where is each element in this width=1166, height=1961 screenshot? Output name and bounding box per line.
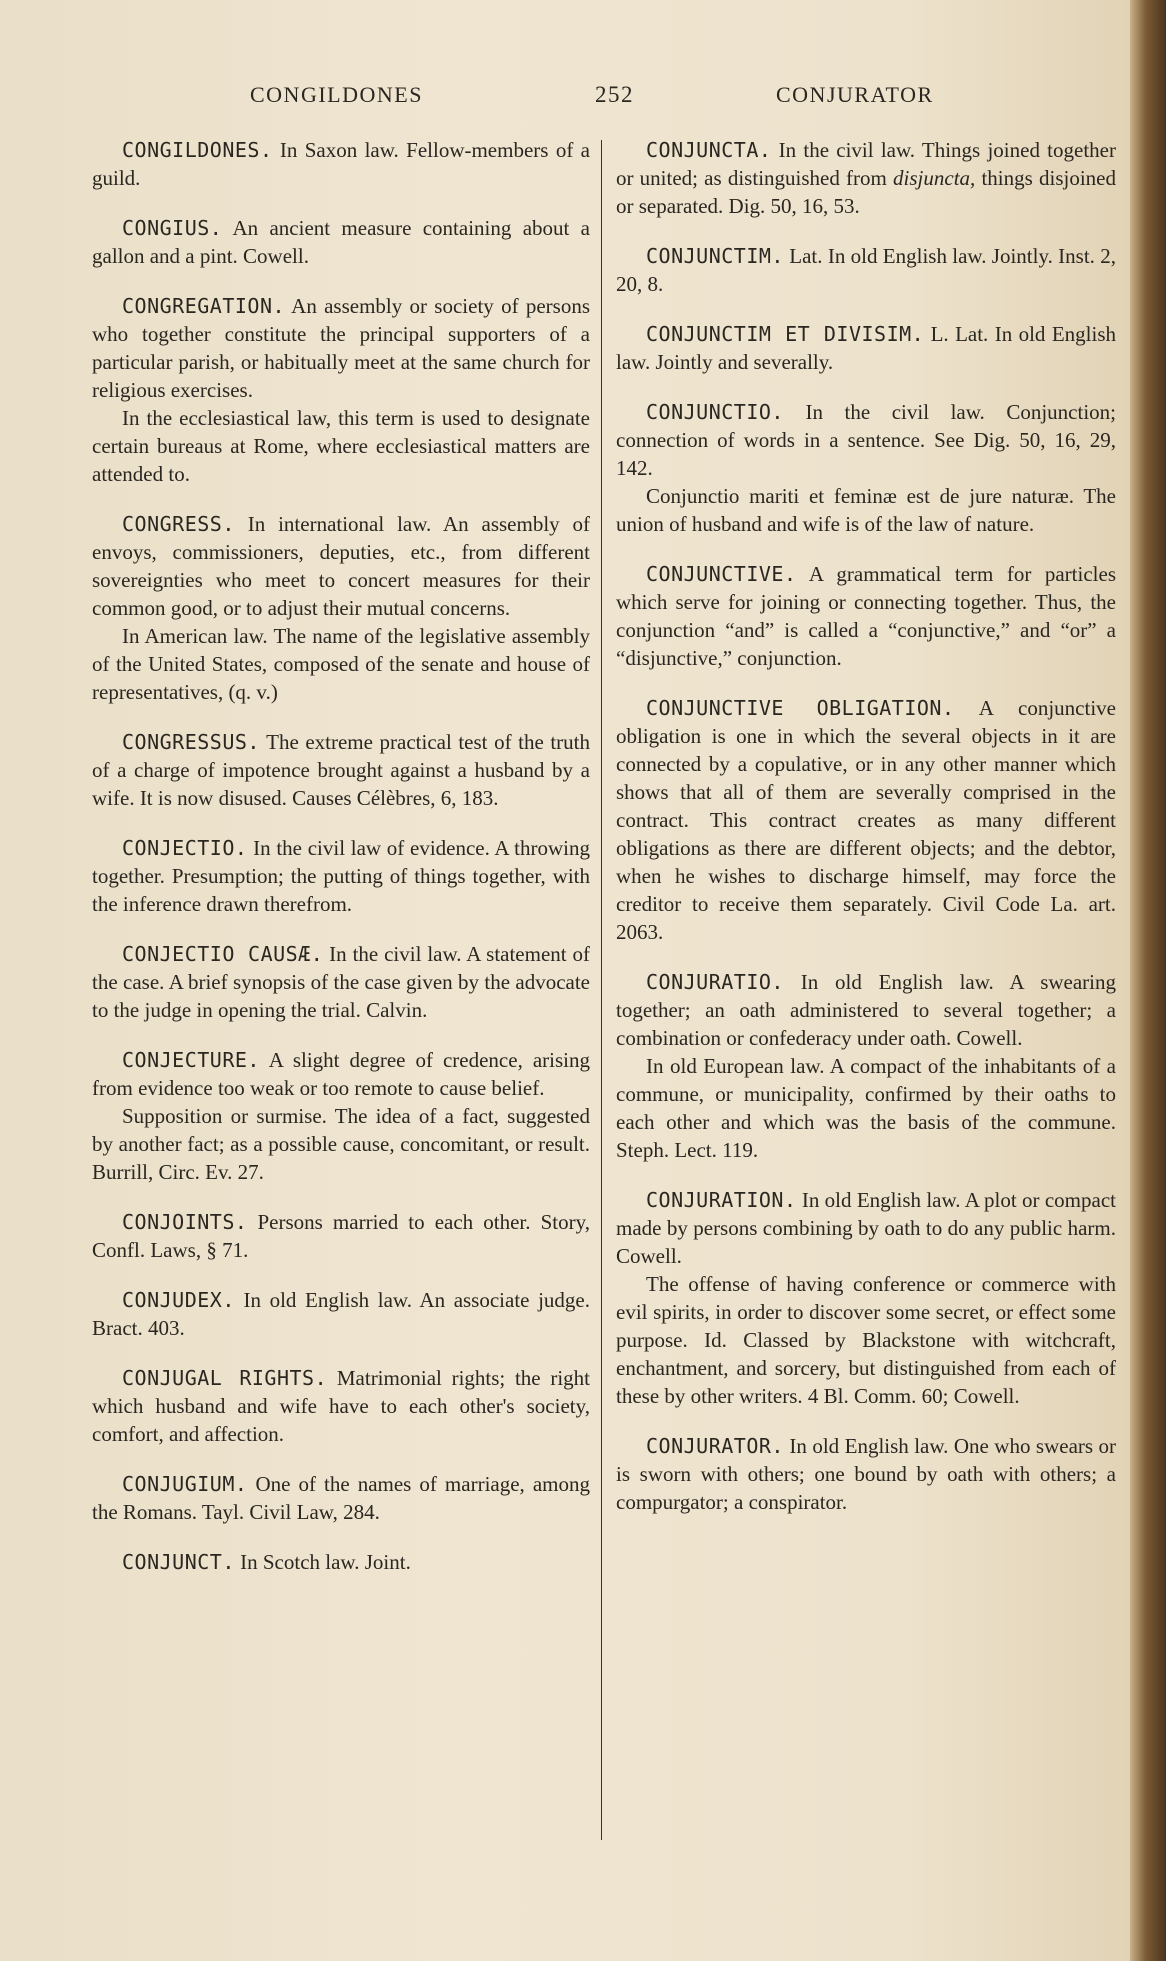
- entry-text: In Scotch law. Joint.: [234, 1550, 411, 1574]
- guide-word-left: CONGILDONES: [250, 82, 423, 107]
- dictionary-entry: [92, 728, 590, 812]
- entry-headword: CONJUNCTIM ET DIVISIM.: [646, 322, 925, 346]
- entry-text: A conjunctive obligation is one in which the several objects in it are connected by a copulative, or in any other manner which shows that all of them are severally comprised in the contract. This contract creates as many different obligations as there are different objects; and the debtor, when he wishes to discharge himself, may force the creditor to receive them separately. Civil Code La. art. 2063.: [616, 696, 1116, 944]
- entry-headword: CONJECTIO CAUSÆ.: [122, 942, 324, 966]
- entry-text: L. Lat. In old English law. Jointly and severally.: [616, 322, 1116, 374]
- dictionary-entry: [616, 968, 1116, 1164]
- entry-headword: CONJECTURE.: [122, 1048, 260, 1072]
- entry-text: In the civil law. Conjunction; connection of words in a sentence. See Dig. 50, 16, 29, 142.: [616, 400, 1116, 480]
- dictionary-entry: [92, 510, 590, 706]
- entry-headword: CONGIUS.: [122, 216, 223, 240]
- entry-headword: CONGRESSUS.: [122, 730, 260, 754]
- entry-subparagraph: Supposition or surmise. The idea of a fact, suggested by another fact; as a possible cause, concomitant, or result. Burrill, Circ. Ev. 27.: [92, 1104, 590, 1184]
- dictionary-entry: [92, 1548, 590, 1576]
- entry-subparagraph: The offense of having conference or commerce with evil spirits, in order to discover some secret, or effect some purpose. Id. Classed by Blackstone with witchcraft, enchantment, and sorcery, but distinguished from each of these by other writers. 4 Bl. Comm. 60; Cowell.: [616, 1272, 1116, 1408]
- dictionary-entry: [92, 1470, 590, 1526]
- dictionary-entry: [616, 136, 1116, 220]
- entry-headword: CONJURATIO.: [646, 970, 784, 994]
- entry-text: In old English law. One who swears or is sworn with others; one bound by oath with others; a compurgator; a conspirator.: [616, 1434, 1116, 1514]
- column-divider: [601, 140, 602, 1840]
- entry-headword: CONJUNCT.: [122, 1550, 235, 1574]
- entry-text: Matrimonial rights; the right which husband and wife have to each other's society, comfort, and affection.: [92, 1366, 591, 1446]
- entry-headword: CONJECTIO.: [122, 836, 248, 860]
- dictionary-entry: [92, 1046, 590, 1186]
- entry-text: An assembly or society of persons who together constitute the principal supporters of a particular parish, or habitually meet at the same church for religious exercises.: [92, 294, 590, 402]
- dictionary-entry: [92, 214, 590, 270]
- entry-headword: CONJOINTS.: [122, 1210, 248, 1234]
- entry-text: In the civil law of evidence. A throwing together. Presumption; the putting of things together, with the inference drawn therefrom.: [92, 836, 590, 916]
- page-number: 252: [595, 82, 634, 107]
- entry-text-continued: things disjoined or separated. Dig. 50, 16, 53.: [616, 166, 1116, 218]
- entry-subparagraph: Conjunctio mariti et feminæ est de jure naturæ. The union of husband and wife is of the law of nature.: [616, 484, 1116, 536]
- entry-headword: CONJUNCTA.: [646, 138, 772, 162]
- entry-text: In the civil law. A statement of the case. A brief synopsis of the case given by the advocate to the judge in opening the trial. Calvin.: [92, 942, 590, 1022]
- entry-subparagraph: In old European law. A compact of the inhabitants of a commune, or municipality, confirmed by their oaths to each other and which was the basis of the commune. Steph. Lect. 119.: [616, 1054, 1116, 1162]
- entry-text: An ancient measure containing about a gallon and a pint. Cowell.: [92, 216, 590, 268]
- entry-headword: CONJUNCTIM.: [646, 244, 784, 268]
- entry-headword: CONGRESS.: [122, 512, 235, 536]
- entry-subparagraph: In the ecclesiastical law, this term is used to designate certain bureaus at Rome, where ecclesiastical matters are attended to.: [92, 406, 590, 486]
- entry-headword: CONJUNCTIO.: [646, 400, 784, 424]
- entry-text: A slight degree of credence, arising from evidence too weak or too remote to cause belief.: [92, 1048, 590, 1100]
- dictionary-entry: [92, 940, 590, 1024]
- entry-headword: CONJURATION.: [646, 1188, 797, 1212]
- dictionary-entry: [616, 694, 1116, 946]
- running-head: [90, 82, 1090, 112]
- dictionary-entry: [616, 1432, 1116, 1516]
- entry-text: In old English law. A swearing together; an oath administered to several together; a combination or confederacy under oath. Cowell.: [616, 970, 1116, 1050]
- entry-text: Lat. In old English law. Jointly. Inst. 2, 20, 8.: [616, 244, 1116, 296]
- dictionary-entry: [92, 834, 590, 918]
- dictionary-entry: [92, 292, 590, 488]
- entry-text: The extreme practical test of the truth of a charge of impotence brought against a husband by a wife. It is now disused. Causes Célèbres, 6, 183.: [92, 730, 590, 810]
- entry-headword: CONJUNCTIVE OBLIGATION.: [646, 696, 955, 720]
- dictionary-entry: [616, 398, 1116, 538]
- entry-text: A grammatical term for particles which serve for joining or connecting together. Thus, the conjunction “and” is called a “conjunctive,” and “or” a “disjunctive,” conjunction.: [616, 562, 1116, 670]
- entry-headword: CONJUNCTIVE.: [646, 562, 797, 586]
- dictionary-entry: [92, 1286, 590, 1342]
- entry-text: In Saxon law. Fellow-members of a guild.: [92, 138, 590, 190]
- entry-text: In international law. An assembly of envoys, commissioners, deputies, etc., from different sovereignties who meet to concert measures for their common good, or to adjust their mutual concerns.: [92, 512, 590, 620]
- entry-headword: CONGREGATION.: [122, 294, 286, 318]
- dictionary-entry: [616, 242, 1116, 298]
- entry-subparagraph: In American law. The name of the legislative assembly of the United States, composed of the senate and house of representatives, (q. v.): [92, 624, 590, 704]
- entry-headword: CONJUGIUM.: [122, 1472, 248, 1496]
- dictionary-entry: [92, 1364, 590, 1448]
- entry-text: In the civil law. Things joined together or united; as distinguished from: [616, 138, 1116, 190]
- guide-word-right: CONJURATOR: [776, 82, 934, 107]
- dictionary-entry: [616, 560, 1116, 672]
- entry-text: In old English law. An associate judge. Bract. 403.: [92, 1288, 590, 1340]
- entry-headword: CONJUGAL RIGHTS.: [122, 1366, 328, 1390]
- left-column: [92, 136, 590, 1598]
- entry-headword: CONJURATOR.: [646, 1434, 784, 1458]
- dictionary-entry: [616, 1186, 1116, 1410]
- entry-italic-term: disjuncta,: [893, 166, 976, 190]
- entry-headword: CONGILDONES.: [122, 138, 273, 162]
- dictionary-entry: [616, 320, 1116, 376]
- dictionary-entry: [92, 136, 590, 192]
- entry-headword: CONJUDEX.: [122, 1288, 235, 1312]
- book-binding-edge: [1130, 0, 1166, 1961]
- entry-text: In old English law. A plot or compact made by persons combining by oath to do any public harm. Cowell.: [616, 1188, 1116, 1268]
- entry-text: Persons married to each other. Story, Confl. Laws, § 71.: [92, 1210, 590, 1262]
- dictionary-entry: [92, 1208, 590, 1264]
- right-column: [616, 136, 1116, 1538]
- entry-text: One of the names of marriage, among the Romans. Tayl. Civil Law, 284.: [92, 1472, 590, 1524]
